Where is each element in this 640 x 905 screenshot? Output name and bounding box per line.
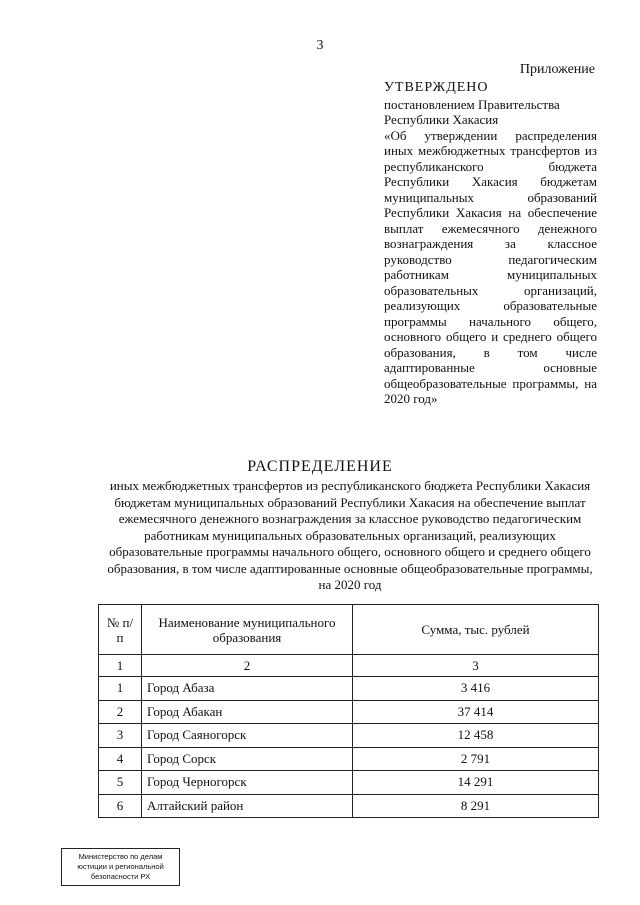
row-sum: 14 291 [353, 771, 599, 795]
row-num: 4 [99, 747, 142, 771]
row-sum: 3 416 [353, 677, 599, 701]
table-index-row [99, 655, 599, 677]
row-name: Город Саяногорск [142, 724, 353, 748]
table-row [99, 771, 599, 795]
row-name: Город Абакан [142, 700, 353, 724]
header-name: Наименование муниципального образования [142, 605, 353, 655]
table-row [99, 700, 599, 724]
row-num: 3 [99, 724, 142, 748]
table-row [99, 747, 599, 771]
attachment-label: Приложение [519, 62, 595, 77]
document-title: РАСПРЕДЕЛЕНИЕ [247, 458, 393, 475]
row-sum: 8 291 [353, 794, 599, 818]
table-header-row [99, 605, 599, 655]
approval-block [384, 80, 597, 407]
index-cell: 2 [142, 655, 353, 677]
row-name: Город Сорск [142, 747, 353, 771]
row-sum: 37 414 [353, 700, 599, 724]
approval-line-2: Республики Хакасия [384, 112, 499, 127]
row-num: 2 [99, 700, 142, 724]
document-subtitle: иных межбюджетных трансфертов из республиканского бюджета Республики Хакасия бюджетам муниципальных образований Республики Хакасия на обеспечение выплат ежемесячного денежного вознаграждения за классное руководство педагогическим работникам муниципальных образовательных организаций, реализующих образовательные программы начального общего, основного общего и среднего общего образования, в том числе адаптированные основные общеобразовательные программы, на 2020 год [107, 478, 593, 592]
table-row [99, 724, 599, 748]
approval-text: «Об утверждении распределения иных межбюджетных трансфертов из республиканского бюджета Республики Хакасия бюджетам муниципальных образований Республики Хакасия на обеспечение выплат ежемесячного денежного вознаграждения за классное руководство педагогическим работникам муниципальных образовательных организаций, реализующих образовательные программы начального общего, основного общего и среднего общего образования, в том числе адаптированные основные общеобразовательные программы, на 2020 год» [384, 127, 597, 406]
row-sum: 12 458 [353, 724, 599, 748]
page-number: 3 [316, 38, 324, 53]
index-cell: 1 [99, 655, 142, 677]
header-num: № п/п [99, 605, 142, 655]
row-name: Город Черногорск [142, 771, 353, 795]
row-num: 1 [99, 677, 142, 701]
row-num: 6 [99, 794, 142, 818]
header-sum: Сумма, тыс. рублей [353, 605, 599, 655]
row-name: Алтайский район [142, 794, 353, 818]
allocation-table [98, 604, 599, 818]
stamp-line-3: безопасности РХ [90, 872, 151, 881]
table-row [99, 794, 599, 818]
approval-heading: УТВЕРЖДЕНО [384, 80, 489, 95]
stamp-line-2: юстиции и региональной [77, 862, 164, 871]
row-sum: 2 791 [353, 747, 599, 771]
stamp-line-1: Министерство по делам [78, 852, 163, 861]
index-cell: 3 [353, 655, 599, 677]
row-name: Город Абаза [142, 677, 353, 701]
registration-stamp [61, 848, 180, 886]
row-num: 5 [99, 771, 142, 795]
table-row [99, 677, 599, 701]
approval-line-1: постановлением Правительства [384, 96, 560, 112]
